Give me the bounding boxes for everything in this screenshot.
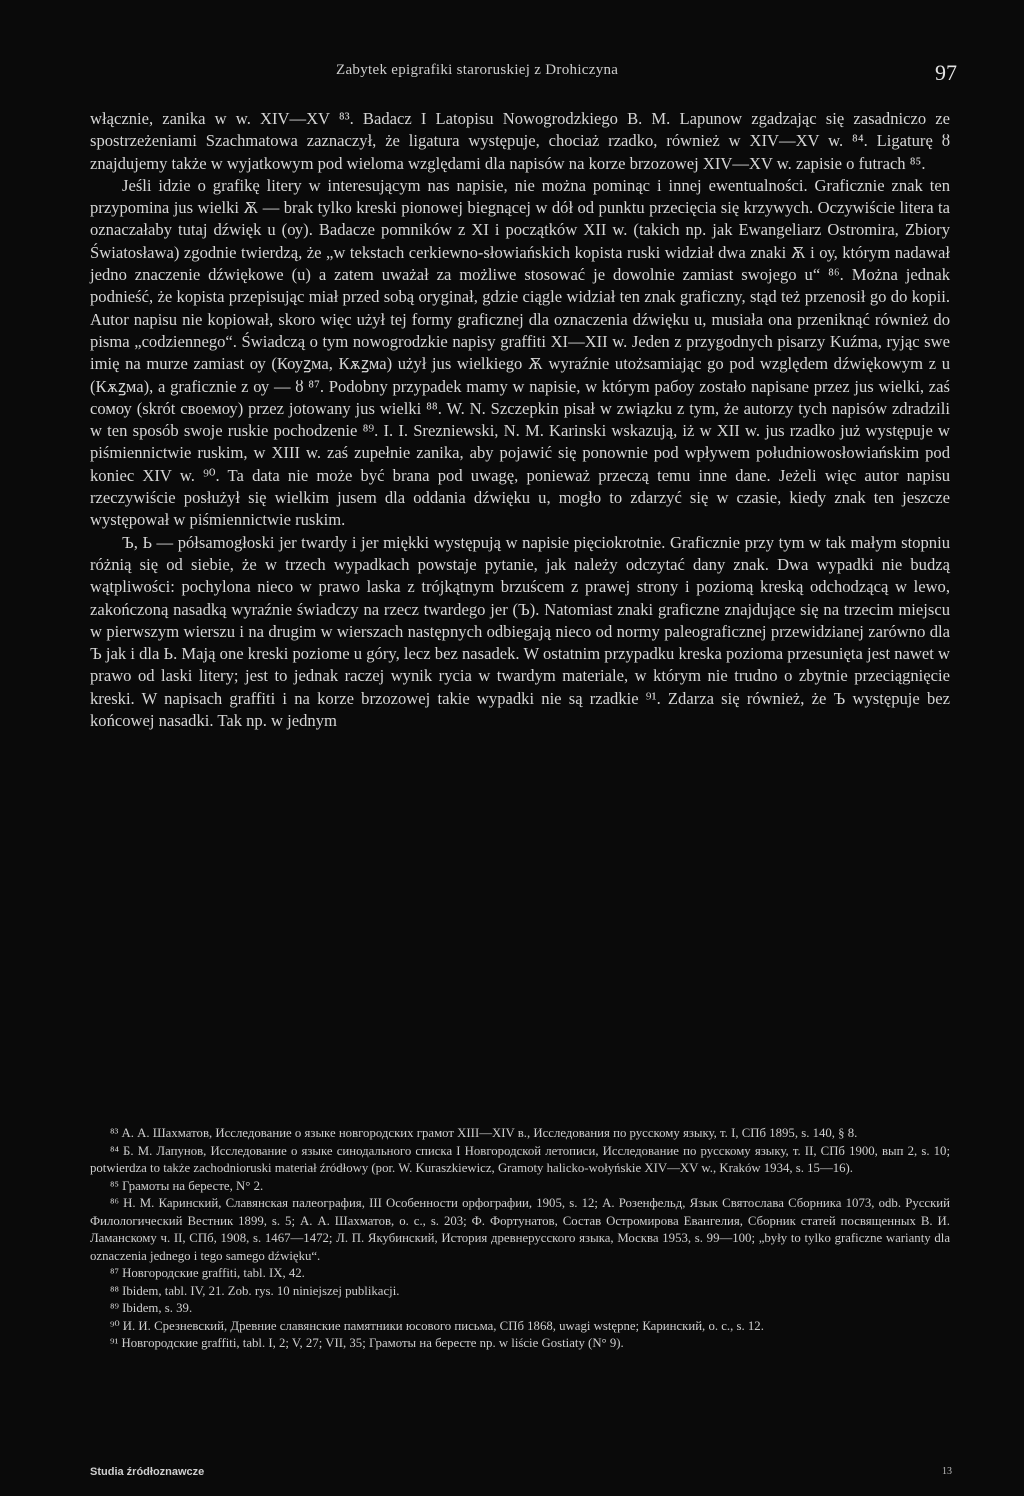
footnote-89: ⁸⁹ Ibidem, s. 39.	[110, 1301, 193, 1315]
footnotes	[90, 1125, 950, 1353]
running-title: Zabytek epigrafiki staroruskiej z Drohiczyna	[336, 62, 619, 78]
paragraph-2: Jeśli idzie o grafikę litery w interesującym nas napisie, nie można pominąc i innej ewentualności. Graficznie znak ten przypomina jus wielki Ѫ — brak tylko kreski pionowej biegnącej w dół od punktu przecięcia się krzywych. Oczywiście litera ta oznaczałaby tutaj dźwięk u (оу). Badacze pomników z XI i początków XII w. (takich np. jak Ewangeliarz Ostromira, Zbiory Światosława) zgodnie twierdzą, że „w tekstach cerkiewno-słowiańskich kopista ruski widział dwa znaki Ѫ i оу, którym nadawał jedno znaczenie dźwiękowe (u) a zatem uważał za możliwe stosować je dowolnie zamiast swojego u“ ⁸⁶. Można jednak podnieść, że kopista przepisując miał przed sobą oryginał, gdzie ciągle widział ten znak graficzny, stąd też przenosił go do kopii. Autor napisu nie kopiował, skoro więc użył tej formy graficznej dla oznaczenia dźwięku u, musiała ona przeniknąć również do pisma „codziennego“. Świadczą o tym nowogrodzkie napisy graffiti XI—XII w. Jeden z przygodnych pisarzy Kuźma, ryjąc swe imię na murze zamiast оу (Коуꙁма, Кѫꙁма) użył jus wielkiego Ѫ wyraźnie utożsamiając go pod względem dźwiękowym z u (Кѫꙁма), a graficznie z оу — ȣ ⁸⁷. Podobny przypadek mamy w napisie, w którym рабоу zostało napisane przez jus wielki, zaś сомоу (skrót своемоу) przez jotowany jus wielki ⁸⁸. W. N. Szczepkin pisał w związku z tym, że autorzy tych napisów zdradzili w ten sposób swoje ruskie pochodzenie ⁸⁹. I. I. Srezniewski, N. M. Karinski wskazują, iż w XII w. jus rzadko już występuje w piśmiennictwie ruskim, w XIII w. zaś zupełnie zanika, aby pojawić się ponownie pod wpływem południowosłowiańskim pod koniec XIV w. ⁹⁰. Ta data nie może być brana pod uwagę, ponieważ przeczą temu inne dane. Jeżeli więc autor napisu rzeczywiście posłużył się wielkim jusem dla oddania dźwięku u, mogło to zdarzyć się w czasie, kiedy znak ten jeszcze występował w piśmiennictwie ruskim.	[90, 175, 950, 530]
paragraph-1: włącznie, zanika w w. XIV—XV ⁸³. Badacz I Latopisu Nowogrodzkiego B. M. Lapunow zgadzając się zasadniczo ze spostrzeżeniami Szachmatowa zaznaczył, że ligatura występuje, chociaż rzadko, również w XIV—XV w. ⁸⁴. Ligaturę ȣ znajdujemy także w wyjatkowym pod wieloma względami dla napisów na korze brzozowej XIV—XV w. zapisie o futrach ⁸⁵.	[90, 109, 950, 173]
footnote-83: ⁸³ А. А. Шахматов, Исследование о языке новгородских грамот XIII—XIV в., Исследования по русскому языку, т. I, СПб 1895, s. 140, § 8.	[110, 1126, 858, 1140]
sheet-mark: 13	[942, 1466, 952, 1477]
footnote-86: ⁸⁶ Н. М. Каринский, Славянская палеография, III Особенности орфографии, 1905, s. 12; А. Розенфельд, Язык Святослава Сборника 1073, odb. Русский Филологический Вестник 1899, s. 5; А. А. Шахматов, o. c., s. 203; Ф. Фортунатов, Состав Остромирова Евангелия, Сборник статей посвященных В. И. Ламанскому ч. II, СПб, 1908, s. 1467—1472; Л. П. Якубинский, История древнерусского языка, Москва 1953, s. 99—100; „były to tylko graficzne warianty dla oznaczenia jednego i tego samego dźwięku“.	[90, 1196, 950, 1263]
footnote-91: ⁹¹ Новгородские graffiti, tabl. I, 2; V, 27; VII, 35; Грамоты на бересте np. w liście Gostiaty (N° 9).	[110, 1336, 624, 1350]
paragraph-3: Ъ, Ь — półsamogłoski jer twardy i jer miękki występują w napisie pięciokrotnie. Graficznie przy tym w tak małym stopniu różnią się od siebie, że w trzech wypadkach powstaje pytanie, jak należy odczytać dany znak. Dwa wypadki nie budzą wątpliwości: pochylona nieco w prawo laska z trójkątnym brzuścem z prawej strony i poziomą kreską odchodzącą w lewo, zakończoną nasadką wyraźnie świadczy na rzecz twardego jer (Ъ). Natomiast znaki graficzne znajdujące się na trzecim miejscu w pierwszym wierszu i na drugim w wierszach następnych odbiegają nieco od normy paleograficznej przewidzianej zarówno dla Ъ jak i dla Ь. Mają one kreski poziome u góry, lecz bez nasadek. W ostatnim przypadku kreska pozioma przesunięta jest nawet w prawo od laski litery; jest to jednak raczej wynik rycia w twardym materiale, w którym nie trudno o zbytnie przeciągnięcie kreski. W napisach graffiti i na korze brzozowej takie wypadki nie są rzadkie ⁹¹. Zdarza się również, że Ъ występuje bez końcowej nasadki. Tak np. w jednym	[90, 532, 950, 731]
footnote-84: ⁸⁴ Б. М. Лапунов, Исследование о языке синодального списка I Новгородской летописи, Исследование по русскому языку, т. II, СПб 1900, вып 2, s. 10; potwierdza to także zachodnioruski materiał źródłowy (por. W. Kuraszkiewicz, Gramoty halicko-wołyńskie XIV—XV w., Kraków 1934, s. 15—16).	[90, 1143, 950, 1175]
printer-signature: Studia źródłoznawcze	[90, 1466, 205, 1478]
footnote-85: ⁸⁵ Грамоты на бересте, N° 2.	[110, 1178, 264, 1193]
main-text	[90, 108, 950, 732]
footnote-90: ⁹⁰ И. И. Срезневский, Древние славянские памятники юсового письма, СПб 1868, uwagi wstępne; Каринский, o. c., s. 12.	[110, 1318, 764, 1333]
footnote-88: ⁸⁸ Ibidem, tabl. IV, 21. Zob. rys. 10 niniejszej publikacji.	[110, 1283, 400, 1298]
page-number: 97	[935, 60, 957, 85]
footnote-87: ⁸⁷ Новгородские graffiti, tabl. IX, 42.	[110, 1266, 305, 1280]
